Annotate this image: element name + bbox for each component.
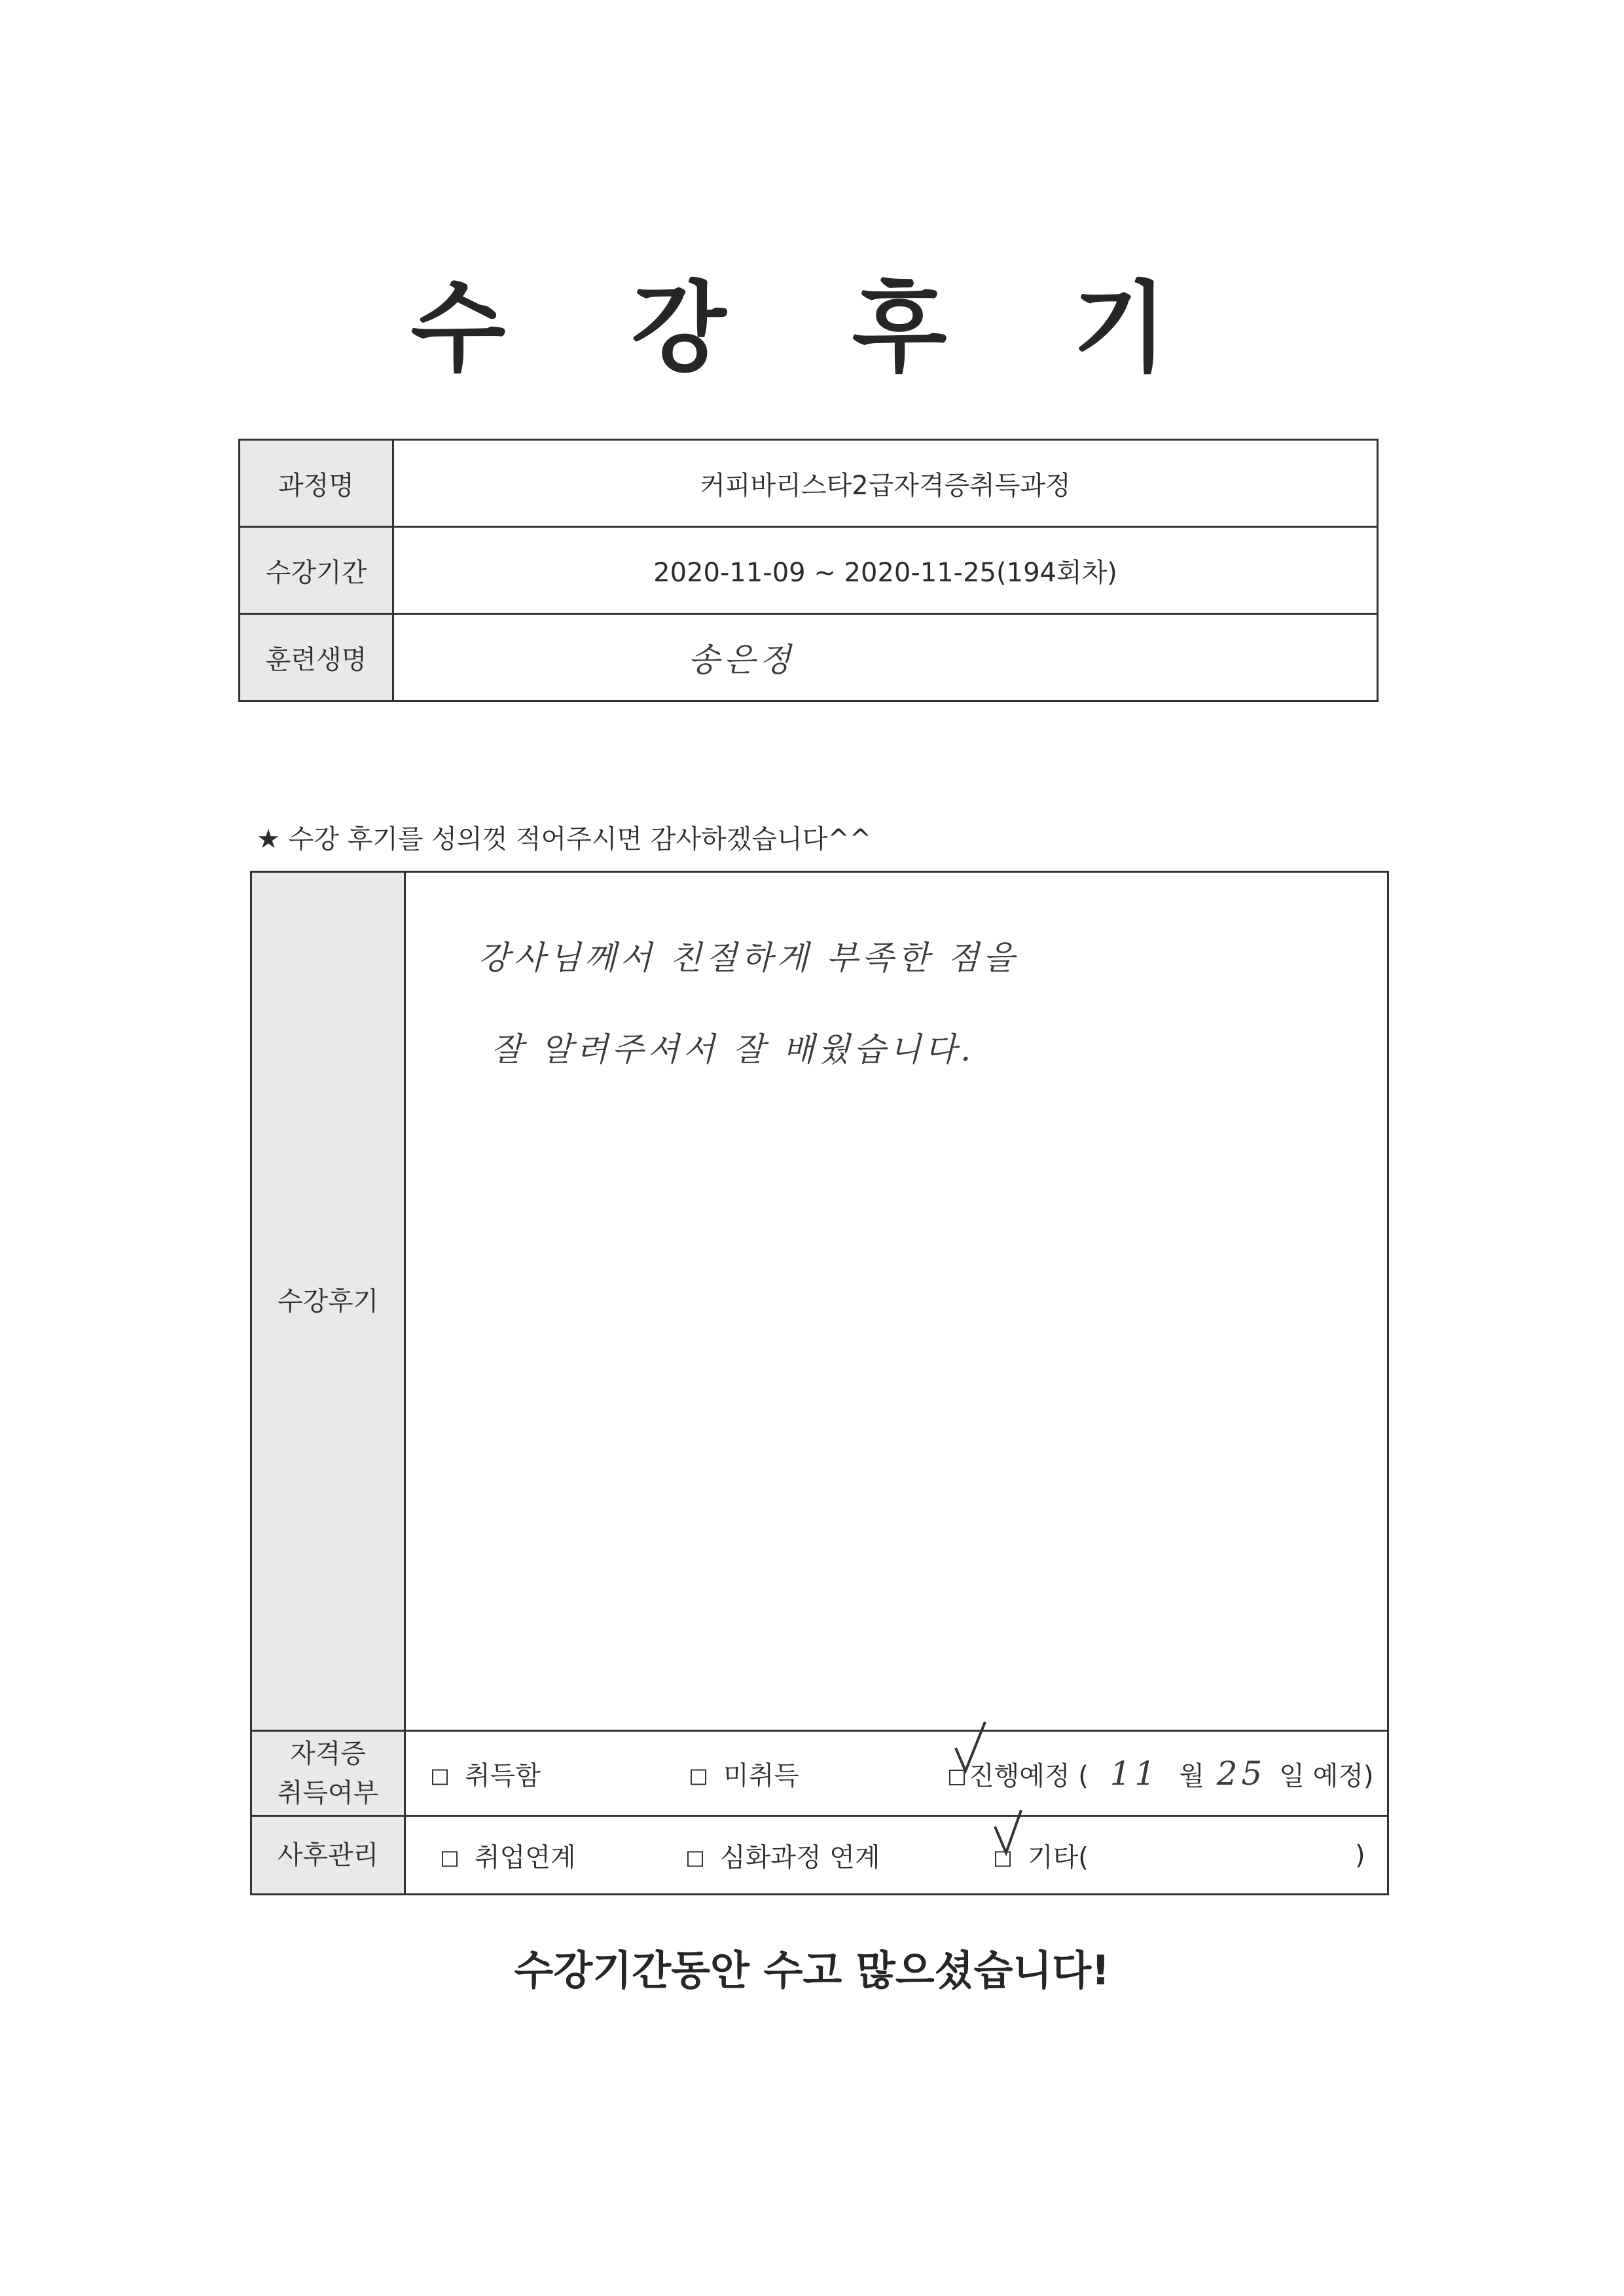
review-label: 수강후기	[251, 872, 405, 1731]
course-row	[240, 440, 1378, 527]
option-job-link[interactable]	[442, 1836, 576, 1874]
checkmark-icon	[952, 1719, 992, 1777]
course-label: 과정명	[240, 440, 393, 527]
checkbox-icon[interactable]	[691, 1769, 706, 1785]
checkbox-icon[interactable]	[687, 1851, 703, 1867]
period-row	[240, 527, 1378, 614]
review-content	[405, 872, 1388, 1731]
period-label: 수강기간	[240, 527, 393, 614]
followup-label: 사후관리	[251, 1816, 405, 1895]
day-unit: 일 예정)	[1279, 1760, 1374, 1791]
period-value: 2020-11-09 ~ 2020-11-25(194회차)	[393, 527, 1378, 614]
option-in-progress-label: 진행예정 (	[969, 1760, 1089, 1791]
option-acquired[interactable]	[432, 1755, 541, 1792]
option-not-acquired-label: 미취득	[723, 1760, 799, 1791]
option-other-label: 기타(	[1028, 1842, 1089, 1872]
page-title: 수 강 후 기	[410, 272, 1214, 386]
certificate-options	[405, 1731, 1388, 1816]
followup-row	[251, 1816, 1388, 1895]
review-line-1: 강사님께서 친절하게 부족한 점을	[478, 939, 1019, 977]
instruction-note: ★ 수강 후기를 성의껏 적어주시면 감사하겠습니다^^	[257, 824, 872, 854]
trainee-row	[240, 614, 1378, 701]
option-advanced-course-label: 심화과정 연계	[720, 1842, 880, 1872]
certificate-label-line-1: 자격증	[290, 1738, 366, 1769]
review-line-2: 잘 알려주셔서 잘 배웠습니다.	[491, 1030, 975, 1068]
trainee-label: 훈련생명	[240, 614, 393, 701]
trainee-name-handwritten: 송은정	[688, 641, 795, 679]
followup-options	[405, 1816, 1388, 1895]
month-handwritten: 11	[1110, 1754, 1160, 1793]
certificate-row	[251, 1731, 1388, 1816]
review-table	[250, 871, 1389, 1895]
certificate-label-line-2: 취득여부	[277, 1777, 379, 1808]
month-unit: 월	[1179, 1760, 1204, 1791]
option-job-link-label: 취업연계	[475, 1842, 576, 1872]
checkbox-icon[interactable]	[432, 1769, 448, 1785]
footer-message: 수강기간동안 수고 많으셨습니다!	[514, 1946, 1110, 1994]
review-row	[251, 872, 1388, 1731]
option-in-progress[interactable]	[949, 1755, 1373, 1793]
certificate-label	[251, 1731, 405, 1816]
option-other-close: )	[1355, 1840, 1365, 1870]
checkmark-icon	[992, 1807, 1031, 1859]
course-value: 커피바리스타2급자격증취득과정	[393, 440, 1378, 527]
checkbox-icon[interactable]	[442, 1851, 458, 1867]
option-acquired-label: 취득함	[465, 1760, 541, 1791]
option-not-acquired[interactable]	[691, 1755, 799, 1792]
option-advanced-course[interactable]	[687, 1836, 880, 1874]
day-handwritten: 25	[1216, 1754, 1267, 1793]
course-info-table	[238, 439, 1379, 702]
